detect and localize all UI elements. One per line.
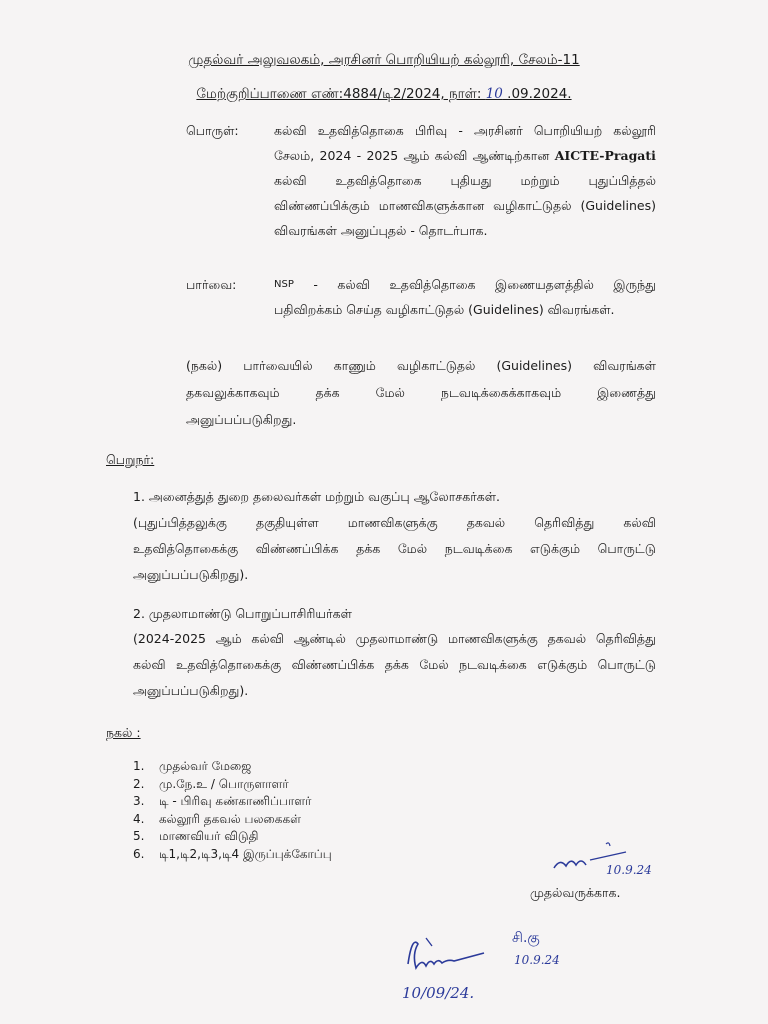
word: பொருட்டு: [597, 541, 656, 556]
recipient-1-note: [133, 510, 656, 588]
memo-number: [196, 86, 571, 102]
for-principal: முதல்வருக்காக.: [530, 885, 621, 900]
office-heading: [0, 52, 768, 70]
word: ஆம்: [403, 148, 430, 163]
word: எடுக்கும்: [537, 657, 588, 672]
word: (புதுப்பித்தலுக்கு: [133, 515, 227, 530]
word: கல்வி: [274, 123, 307, 138]
word: மாணவிகளுக்கான: [378, 198, 485, 213]
word: புதியது: [450, 173, 492, 188]
office-heading-text: முதல்வர் அலுவலகம், அரசினர் பொறியியற் கல்லூரி, சேலம்-11: [188, 52, 580, 68]
handwritten-initial-2: [508, 924, 588, 972]
word: 2024: [319, 148, 352, 163]
subject-line: [274, 168, 656, 193]
word: புதுப்பித்தல்: [588, 173, 656, 188]
recipient-2-title: 2. முதலாமாண்டு பொறுப்பாசிரியர்கள்: [133, 606, 352, 621]
copy-list: [133, 758, 332, 864]
word: (Guidelines): [580, 198, 656, 213]
subject-body: [274, 118, 656, 243]
word: ஆண்டிற்கான: [472, 148, 550, 163]
word: மேல்: [397, 541, 428, 556]
memo-date-suffix: .09.2024.: [502, 86, 572, 102]
body-line: [186, 379, 656, 406]
handwritten-signature: [398, 920, 508, 1010]
word: கல்வி: [133, 657, 166, 672]
word: பொறியியற்: [533, 123, 603, 138]
copy-item-number: 2.: [133, 776, 145, 791]
word: மாணவிகளுக்கு: [447, 631, 538, 646]
copy-item-text: டி - பிரிவு கண்காணிப்பாளர்: [159, 794, 312, 809]
recipient-2-line-3: அனுப்பப்படுகிறது).: [133, 683, 249, 698]
word: விண்ணப்பிக்கும்: [274, 198, 370, 213]
word: உதவித்தொகைக்கு: [176, 657, 282, 672]
word: மேல்: [375, 385, 405, 400]
recipient-2-note: [133, 626, 656, 704]
word: காணும்: [333, 358, 376, 373]
copy-item: [133, 776, 332, 794]
word: தக்க: [356, 541, 381, 556]
recipients-heading: பெறுநர்:: [106, 452, 155, 467]
word: பிரிவு: [414, 123, 448, 138]
word: கல்வி: [623, 515, 656, 530]
word: உதவித்தொகை: [317, 123, 404, 138]
reference-line: [274, 272, 656, 297]
initial-date-1: 10.9.24: [606, 863, 652, 877]
copy-item: [133, 758, 332, 776]
word: தகவல்: [466, 515, 506, 530]
word: விண்ணப்பிக்க: [255, 541, 339, 556]
reference-number-line: [0, 86, 768, 104]
copy-item-number: 1.: [133, 759, 145, 773]
word: இருந்து: [613, 277, 656, 292]
word: தக்க: [384, 657, 409, 672]
word: NSP: [274, 279, 294, 290]
word: கல்லூரி: [613, 123, 656, 138]
word: நடவடிக்கைக்காகவும்: [440, 385, 562, 400]
copy-item-text: முதல்வர் மேஜை: [159, 759, 252, 773]
word: சேலம்,: [274, 148, 315, 163]
word: இணையதளத்தில்: [495, 277, 594, 292]
word: கல்வி: [434, 148, 468, 163]
copy-item: [133, 811, 332, 829]
copy-item-text: மு.நே.உ / பொருளாளர்: [159, 776, 289, 791]
word: அரசினர்: [473, 123, 523, 138]
word: தகுதியுள்ள: [255, 515, 319, 530]
word: தெரிவித்து: [534, 515, 595, 530]
recipient-1-line: [133, 536, 656, 562]
word: கல்வி: [274, 173, 307, 188]
signature-scribble: [398, 920, 508, 1010]
word: தெரிவித்து: [595, 631, 656, 646]
subject-label: பொருள்:: [186, 123, 239, 138]
body-paragraph: [186, 352, 656, 433]
word: எடுக்கும்: [530, 541, 581, 556]
word: முதலாமாண்டு: [355, 631, 439, 646]
reference-body: [274, 272, 656, 322]
word: நடவடிக்கை: [444, 541, 513, 556]
word: கல்வி: [337, 277, 370, 292]
recipient-1-title: 1. அனைத்துத் துறை தலைவர்கள் மற்றும் வகுப்பு ஆலோசகர்கள்.: [133, 489, 500, 504]
body-line-3: அனுப்பப்படுகிறது.: [186, 412, 297, 427]
subject-last-line: விவரங்கள் அனுப்புதல் - தொடர்பாக.: [274, 223, 488, 238]
subject-line: [274, 143, 656, 168]
copy-heading: நகல் :: [106, 725, 141, 740]
copy-item: [133, 828, 332, 846]
handwritten-day: 10: [485, 86, 503, 102]
copy-item: [133, 846, 332, 864]
word: உதவித்தொகைக்கு: [133, 541, 239, 556]
recipient-2-line: [133, 626, 656, 652]
initials-text: சி.கு: [512, 930, 540, 946]
handwritten-initial-1: [548, 838, 688, 882]
word: விவரங்கள்: [593, 358, 656, 373]
word: கல்வி: [251, 631, 285, 646]
word: மாணவிகளுக்கு: [347, 515, 438, 530]
recipient-1-line: [133, 510, 656, 536]
recipient-1-line-3: அனுப்பப்படுகிறது).: [133, 567, 249, 582]
word: பொருட்டு: [597, 657, 656, 672]
recipient-2-line: [133, 652, 656, 678]
word: தகவலுக்காகவும்: [186, 385, 280, 400]
reference-line-2: பதிவிறக்கம் செய்த வழிகாட்டுதல் (Guidelines) விவரங்கள்.: [274, 302, 615, 317]
word: தக்க: [315, 385, 340, 400]
signature-date: 10/09/24.: [402, 984, 475, 1002]
subject-line: [274, 193, 656, 218]
copy-item-text: மாணவியர் விடுதி: [159, 829, 259, 844]
word: நடவடிக்கை: [459, 657, 527, 672]
word: பார்வையில்: [243, 358, 313, 373]
copy-item-number: 6.: [133, 846, 145, 861]
word: விண்ணப்பிக்க: [291, 657, 375, 672]
initial-scribble-2: [508, 924, 588, 972]
copy-item-number: 4.: [133, 811, 145, 826]
memo-number-prefix: மேற்குறிப்பாணை எண்:4884/டி2/2024, நாள்:: [196, 86, 486, 102]
copy-item-text: கல்லூரி தகவல் பலகைகள்: [159, 811, 301, 826]
word: உதவித்தொகை: [389, 277, 476, 292]
body-line: [186, 352, 656, 379]
word: (நகல்): [186, 358, 223, 373]
word: மேல்: [419, 657, 449, 672]
subject-line: [274, 118, 656, 143]
word: (2024-2025: [133, 631, 207, 646]
word: வழிகாட்டுதல்: [396, 358, 476, 373]
word: ஆம்: [215, 631, 242, 646]
copy-item-text: டி1,டி2,டி3,டி4 இருப்புக்கோப்பு: [159, 846, 332, 861]
copy-item-number: 5.: [133, 829, 145, 844]
word: -: [313, 277, 318, 292]
word: -: [356, 148, 362, 163]
reference-label: பார்வை:: [186, 277, 237, 292]
initial-date-2: 10.9.24: [514, 953, 560, 967]
initial-scribble-1: [548, 838, 688, 882]
word: ஆண்டில்: [293, 631, 346, 646]
word: உதவித்தொகை: [335, 173, 422, 188]
word: இணைத்து: [597, 385, 656, 400]
copy-item: [133, 793, 332, 811]
copy-item-number: 3.: [133, 794, 145, 809]
word: -: [458, 123, 463, 138]
word: (Guidelines): [496, 358, 572, 373]
word: தகவல்: [547, 631, 587, 646]
word: மற்றும்: [520, 173, 560, 188]
word: வழிகாட்டுதல்: [493, 198, 572, 213]
word: 2025: [366, 148, 399, 163]
word: AICTE-Pragati: [554, 148, 656, 163]
